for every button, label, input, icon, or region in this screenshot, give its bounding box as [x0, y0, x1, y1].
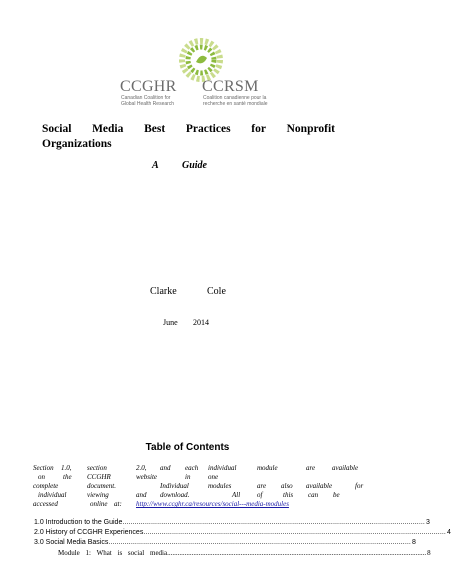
intro-word: 2.0, [136, 464, 147, 472]
intro-word: modules [208, 482, 232, 490]
toc-page-number: 8 [427, 549, 431, 557]
intro-word: at: [114, 500, 122, 508]
date-year: 2014 [193, 318, 209, 327]
intro-word: are [306, 464, 316, 472]
intro-word: for [355, 482, 364, 490]
toc-entry-history[interactable] [34, 529, 451, 537]
intro-word: of [257, 491, 263, 499]
intro-word: complete [33, 482, 59, 490]
subtitle-article: A [152, 160, 159, 171]
intro-word: download. [160, 491, 190, 499]
intro-word: online [90, 500, 108, 508]
toc-entry-label: 1.0 Introduction to the Guide [34, 519, 123, 526]
toc-page-number: 4 [446, 529, 451, 536]
logo-subtitle-fr: Coalition canadienne pour la recherche en santé mondiale [203, 95, 268, 107]
intro-word: CCGHR [87, 473, 111, 481]
intro-word: section [87, 464, 107, 472]
author-last-name: Cole [207, 286, 226, 297]
logo-acronym-fr: CCRSM [202, 78, 259, 95]
toc-entry-basics[interactable] [34, 539, 416, 547]
intro-word: Individual [160, 482, 189, 490]
intro-word: and [136, 491, 147, 499]
ccghr-logo-emblem [169, 38, 233, 82]
intro-word: document. [87, 482, 116, 490]
intro-word: viewing [87, 491, 109, 499]
toc-page-number: 3 [425, 519, 430, 526]
intro-word: be [333, 491, 340, 499]
date-month: June [163, 318, 178, 327]
intro-word: on [38, 473, 45, 481]
author-first-name: Clarke [150, 286, 177, 297]
intro-word: this [283, 491, 294, 499]
toc-leader: .................................................................................................................................................... [108, 539, 411, 546]
intro-word: website [136, 473, 157, 481]
toc-entry-label: 3.0 Social Media Basics [34, 539, 109, 546]
subtitle-guide: Guide [182, 160, 207, 171]
intro-word: can [308, 491, 319, 499]
toc-entry-introduction[interactable] [34, 519, 430, 527]
intro-word: the [63, 473, 72, 481]
toc-subentry-module1[interactable] [58, 549, 431, 557]
intro-word: accessed [33, 500, 58, 508]
intro-word: individual [208, 464, 237, 472]
toc-entry-label: 2.0 History of CCGHR Experiences [34, 529, 144, 536]
intro-word: each [185, 464, 199, 472]
intro-word: and [160, 464, 171, 472]
intro-word: one [208, 473, 219, 481]
intro-word: Section [33, 464, 54, 472]
intro-word: 1.0, [61, 464, 72, 472]
toc-leader: .................................................................................................................................................... [167, 549, 427, 557]
logo-subtitle-en: Canadian Coalition for Global Health Research [121, 95, 175, 107]
intro-word: in [185, 473, 191, 481]
toc-page-number: 8 [411, 539, 416, 546]
toc-leader: .................................................................................................................................................... [143, 529, 446, 536]
intro-word: individual [38, 491, 67, 499]
intro-word: module [257, 464, 278, 472]
intro-word: available [306, 482, 333, 490]
intro-word: are [257, 482, 267, 490]
document-title-line1: Social Media Best Practices for Nonprofit [42, 123, 335, 135]
intro-word: available [332, 464, 359, 472]
logo-acronym-en: CCGHR [120, 78, 177, 95]
modules-link[interactable]: http://www.ccghr.ca/resources/social---media-modules [136, 500, 289, 508]
intro-word: also [281, 482, 293, 490]
document-title-line2: Organizations [42, 138, 112, 150]
intro-word: All [232, 491, 241, 499]
toc-heading: Table of Contents [145, 442, 230, 453]
toc-subentry-label: Module 1: What is social media [58, 549, 168, 557]
toc-leader: .................................................................................................................................................... [122, 519, 425, 526]
